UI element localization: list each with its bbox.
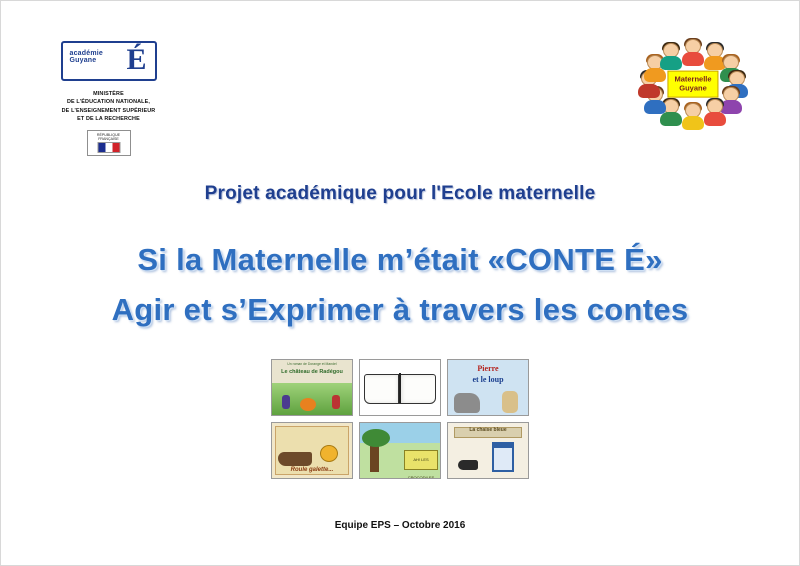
- book1-title: Le château de Radégou: [281, 369, 343, 375]
- book3-title-2: et le loup: [472, 375, 504, 384]
- maternelle-guyane-logo: [637, 43, 749, 125]
- book-row-bottom: [269, 422, 531, 479]
- book-cover-gallery: [269, 359, 531, 485]
- ministry-text: [41, 90, 176, 124]
- academie-word: académie: [69, 50, 104, 57]
- book3-title: Pierre: [477, 364, 499, 373]
- book-cover-le-chateau-de-radegou: [271, 359, 353, 416]
- title-line-2: Agir et s’Exprimer à travers les contes: [111, 291, 689, 327]
- academy-logo: [41, 41, 176, 156]
- book-cover-jungle-album: [359, 422, 441, 479]
- logo-center-label: [667, 71, 718, 98]
- title-line-1: Si la Maternelle m’était «CONTE É»: [137, 242, 663, 277]
- marianne-motto: RÉPUBLIQUE FRANÇAISE: [96, 132, 121, 142]
- book4-title: Roule galette...: [290, 467, 334, 474]
- book-cover-la-chaise-bleue: [447, 422, 529, 479]
- ministry-line-3: DE L'ENSEIGNEMENT SUPÉRIEUR: [61, 107, 156, 114]
- book-cover-open-book: [359, 359, 441, 416]
- page-title: [1, 239, 799, 331]
- ministry-line-4: ET DE LA RECHERCHE: [77, 116, 140, 123]
- logo-center-line-2: Guyane: [679, 84, 707, 93]
- book-row-top: [269, 359, 531, 416]
- footer-credit: Equipe EPS – Octobre 2016: [334, 520, 466, 531]
- logo-center-line-1: Maternelle: [674, 74, 712, 84]
- academie-badge-text: [70, 50, 104, 65]
- book5-title: AH! LES CROCODILES: [404, 450, 438, 470]
- republique-francaise-logo: [87, 130, 131, 156]
- academie-guyane-badge: [61, 41, 157, 81]
- academie-initial: É: [126, 43, 147, 76]
- book-cover-roule-galette: [271, 422, 353, 479]
- child-figure-icon: [660, 43, 682, 69]
- book-cover-pierre-et-le-loup: [447, 359, 529, 416]
- guyane-word: Guyane: [69, 57, 97, 65]
- french-flag-icon: [97, 142, 120, 153]
- child-figure-icon: [682, 103, 704, 129]
- book6-title: La chaise bleue: [469, 427, 507, 433]
- child-figure-icon: [682, 39, 704, 65]
- project-subtitle: Projet académique pour l'Ecole maternelle: [204, 183, 596, 204]
- ministry-line-1: MINISTÈRE: [93, 91, 124, 97]
- book1-overline: Un roman de Dorange et Mandel: [287, 362, 337, 366]
- child-figure-icon: [704, 99, 726, 125]
- ministry-line-2: DE L'ÉDUCATION NATIONALE,: [67, 99, 150, 106]
